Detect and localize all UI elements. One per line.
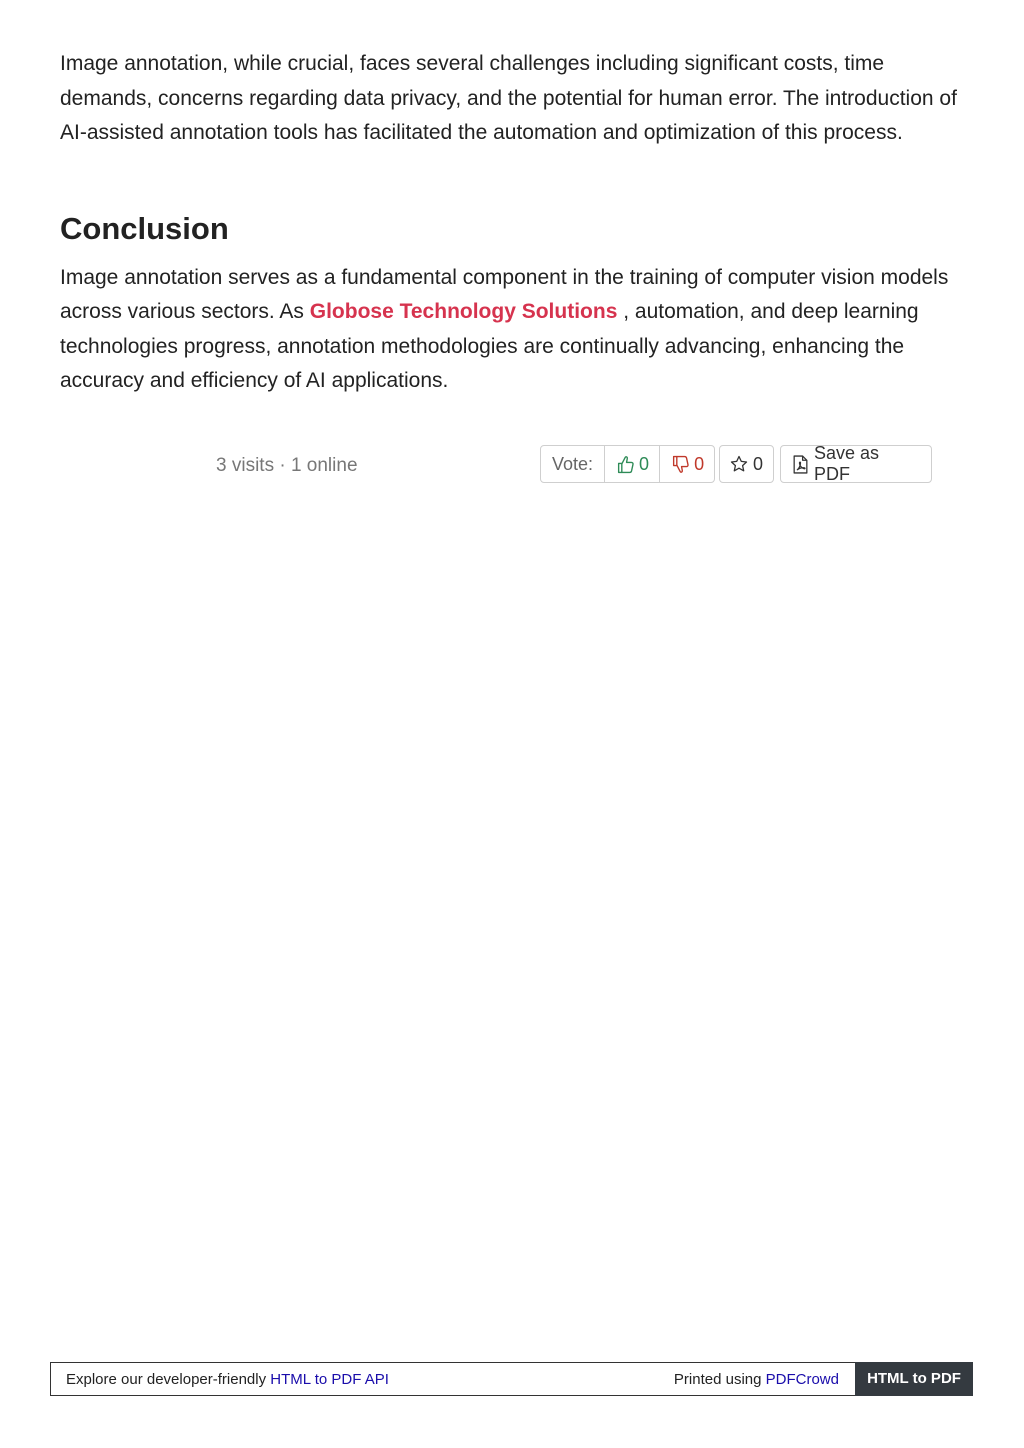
upvote-count: 0 <box>639 453 650 474</box>
pdfcrowd-link[interactable]: PDFCrowd <box>765 1371 839 1388</box>
globose-link[interactable]: Globose Technology Solutions <box>309 300 618 323</box>
star-icon <box>730 455 748 473</box>
favorite-count: 0 <box>753 453 764 474</box>
footer-printed-using <box>674 1371 839 1388</box>
save-as-pdf-button[interactable] <box>780 445 932 483</box>
visit-counter: 3 visits · 1 online <box>216 455 358 476</box>
conclusion-heading: Conclusion <box>60 210 229 246</box>
pdf-file-icon <box>793 455 808 474</box>
thumbs-up-icon <box>617 455 634 474</box>
downvote-button[interactable] <box>660 446 714 482</box>
vote-group <box>540 445 715 483</box>
conclusion-text-before: Image annotation serves as a fundamental component in the training of computer vision models across various sectors. As <box>60 265 949 323</box>
conclusion-paragraph <box>60 261 972 399</box>
pdfcrowd-footer <box>50 1362 973 1396</box>
favorite-button[interactable] <box>719 445 774 483</box>
downvote-count: 0 <box>694 453 705 474</box>
conclusion-text-after: , automation, and deep learning technologies progress, annotation methodologies are continually advancing, enhancing the accuracy and efficiency of AI applications. <box>60 300 919 392</box>
html-to-pdf-badge[interactable]: HTML to PDF <box>855 1362 973 1396</box>
html-to-pdf-api-link[interactable]: HTML to PDF API <box>270 1371 389 1388</box>
save-as-pdf-label: Save as PDF <box>814 443 880 484</box>
footer-promo-text: Explore our developer-friendly <box>66 1371 271 1388</box>
footer-promo <box>66 1371 389 1388</box>
vote-label: Vote: <box>541 446 605 482</box>
upvote-button[interactable] <box>605 446 660 482</box>
intro-paragraph: Image annotation, while crucial, faces several challenges including significant costs, time demands, concerns regarding data privacy, and the potential for human error. The introduction of AI-assisted annotation tools has facilitated the automation and optimization of this process. <box>60 52 957 144</box>
thumbs-down-icon <box>672 455 689 474</box>
article-content <box>60 47 972 399</box>
article-meta-row <box>0 444 1024 486</box>
footer-printed-text: Printed using <box>673 1371 766 1388</box>
